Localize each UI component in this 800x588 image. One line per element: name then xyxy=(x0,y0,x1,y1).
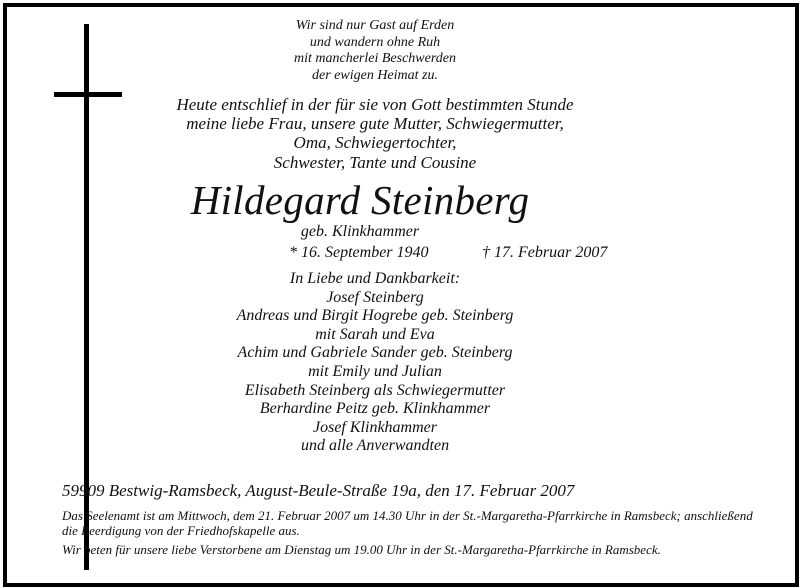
mourner-line: mit Sarah und Eva xyxy=(315,325,435,343)
mourner-line: mit Emily und Julian xyxy=(308,362,442,380)
motto-line: der ewigen Heimat zu. xyxy=(312,67,438,83)
birth-date: * 16. September 1940 xyxy=(289,244,429,261)
funeral-notice: Das Seelenamt ist am Mittwoch, dem 21. Februar 2007 um 14.30 Uhr in der St.-Margaretha-Pfarrkirche in Ramsbeck; anschließend die Beerdigung von der Friedhofskapelle aus. xyxy=(62,508,753,538)
motto-line: Wir sind nur Gast auf Erden xyxy=(295,18,455,33)
motto-verse xyxy=(0,18,775,84)
death-announcement xyxy=(0,95,775,172)
mourner-line: und alle Anverwandten xyxy=(300,437,450,455)
announcement-line: Schwester, Tante und Cousine xyxy=(273,152,477,172)
announcement-line: Oma, Schwiegertochter, xyxy=(293,133,457,153)
mourner-line: In Liebe und Dankbarkeit: xyxy=(289,270,461,287)
mourner-line: Josef Steinberg xyxy=(326,288,424,306)
address-line: 59909 Bestwig-Ramsbeck, August-Beule-Straße 19a, den 17. Februar 2007 xyxy=(62,481,575,500)
birth-name: geb. Klinkhammer xyxy=(300,223,420,240)
announcement-line: Heute entschlief in der für sie von Gott bestimmten Stunde xyxy=(176,95,574,114)
mourner-line: Elisabeth Steinberg als Schwiegermutter xyxy=(244,381,506,399)
motto-line: und wandern ohne Ruh xyxy=(309,34,441,50)
mourners-list xyxy=(0,270,775,456)
death-date: † 17. Februar 2007 xyxy=(482,244,608,261)
mourner-line: Berhardine Peitz geb. Klinkhammer xyxy=(259,400,491,418)
deceased-name: Hildegard Steinberg xyxy=(190,177,530,223)
mourner-line: Josef Klinkhammer xyxy=(313,418,437,436)
prayer-notice: Wir beten für unsere liebe Verstorbene am Dienstag um 19.00 Uhr in der St.-Margaretha-Pfarrkirche in Ramsbeck. xyxy=(62,542,661,557)
announcement-line: meine liebe Frau, unsere gute Mutter, Schwiegermutter, xyxy=(186,114,564,134)
motto-line: mit mancherlei Beschwerden xyxy=(294,51,456,66)
mourner-line: Achim und Gabriele Sander geb. Steinberg xyxy=(237,344,513,362)
mourner-line: Andreas und Birgit Hogrebe geb. Steinberg xyxy=(236,307,514,325)
